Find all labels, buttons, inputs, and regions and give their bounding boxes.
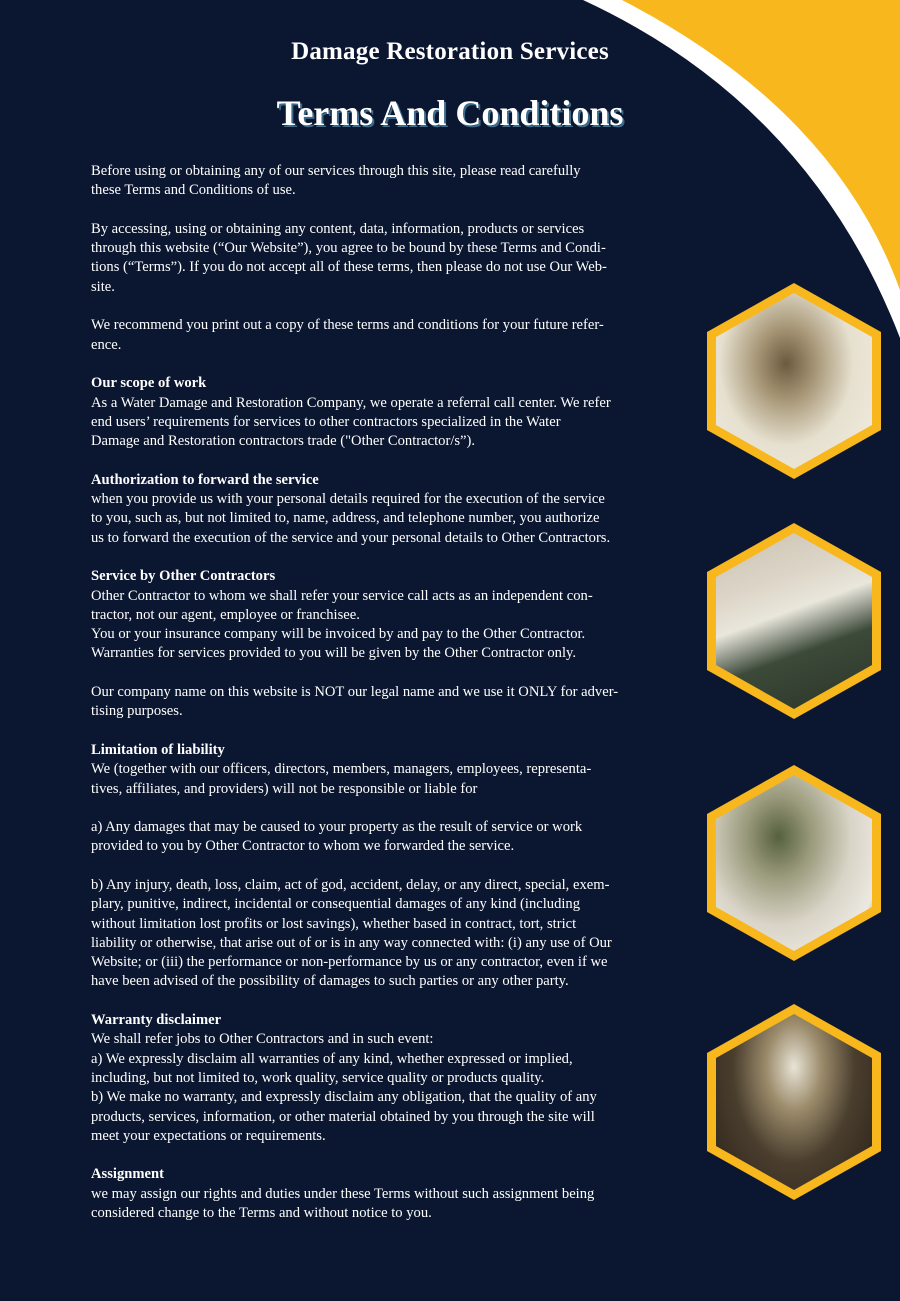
text-line: plary, punitive, indirect, incidental or consequential damages of any kind (including [91, 896, 581, 913]
section-limitation-of-liability [91, 741, 711, 799]
text-line: products, services, information, or other material obtained by you through the site will [91, 1108, 595, 1125]
text-line: end users’ requirements for services to other contractors specialized in the Water [91, 413, 561, 430]
section-heading: Assignment [91, 1166, 164, 1183]
text-line: Our company name on this website is NOT our legal name and we use it ONLY for adver- [91, 684, 619, 701]
section-service-by-other-contractors [91, 567, 711, 663]
text-line: tractor, not our agent, employee or franchisee. [91, 606, 360, 623]
text-line: we may assign our rights and duties under these Terms without such assignment being [91, 1185, 595, 1202]
text-line: to you, such as, but not limited to, name, address, and telephone number, you authorize [91, 510, 600, 527]
text-line: site. [91, 278, 115, 295]
text-line: through this website (“Our Website”), you agree to be bound by these Terms and Condi- [91, 240, 606, 257]
text-line: liability or otherwise, that arise out of or is in any way connected with: (i) any use of Our [91, 934, 612, 951]
site-title: Damage Restoration Services [291, 38, 609, 65]
text-line: We shall refer jobs to Other Contractors and in such event: [91, 1031, 434, 1048]
page-title: Terms And Conditions [276, 93, 624, 133]
terms-content [91, 162, 711, 1243]
text-line: a) We expressly disclaim all warranties of any kind, whether expressed or implied, [91, 1050, 573, 1067]
section-our-scope-of-work [91, 374, 711, 451]
text-line: Damage and Restoration contractors trade ("Other Contractor/s”). [91, 433, 476, 450]
text-line: a) Any damages that may be caused to your property as the result of service or work [91, 819, 583, 836]
text-line: b) Any injury, death, loss, claim, act of god, accident, delay, or any direct, special, exem- [91, 876, 610, 893]
text-line: tives, affiliates, and providers) will not be responsible or liable for [91, 780, 478, 797]
paragraph [91, 220, 711, 297]
section-authorization-to-forward-the-service [91, 471, 711, 548]
text-line: We (together with our officers, directors, members, managers, employees, representa- [91, 761, 592, 778]
text-line: including, but not limited to, work quality, service quality or products quality. [91, 1069, 545, 1086]
paragraph [91, 316, 711, 355]
paragraph [91, 876, 711, 992]
section-heading: Service by Other Contractors [91, 568, 276, 585]
section-heading: Authorization to forward the service [91, 471, 319, 488]
section-warranty-disclaimer [91, 1011, 711, 1146]
text-line: You or your insurance company will be invoiced by and pay to the Other Contractor. [91, 626, 586, 643]
text-line: By accessing, using or obtaining any content, data, information, products or services [91, 220, 585, 237]
text-line: Other Contractor to whom we shall refer your service call acts as an independent con- [91, 587, 593, 604]
text-line: tions (“Terms”). If you do not accept all of these terms, then please do not use Our Web- [91, 259, 607, 276]
text-line: tising purposes. [91, 703, 183, 720]
text-line: considered change to the Terms and without notice to you. [91, 1205, 432, 1222]
text-line: these Terms and Conditions of use. [91, 182, 296, 199]
text-line: Before using or obtaining any of our services through this site, please read carefully [91, 163, 581, 179]
text-line: Website; or (iii) the performance or non-performance by us or any contractor, even if we [91, 954, 608, 971]
text-line: have been advised of the possibility of damages to such parties or any other party. [91, 973, 569, 990]
text-line: Warranties for services provided to you will be given by the Other Contractor only. [91, 645, 577, 662]
text-line: us to forward the execution of the service and your personal details to Other Contractors. [91, 529, 611, 546]
text-line: We recommend you print out a copy of these terms and conditions for your future refer- [91, 317, 604, 334]
text-line: meet your expectations or requirements. [91, 1127, 326, 1144]
section-assignment [91, 1165, 711, 1223]
text-line: b) We make no warranty, and expressly disclaim any obligation, that the quality of any [91, 1089, 597, 1106]
text-line: ence. [91, 336, 122, 353]
paragraph [91, 818, 711, 857]
text-line: without limitation lost profits or lost savings), whether based in contract, tort, strict [91, 915, 577, 932]
text-line: provided to you by Other Contractor to whom we forwarded the service. [91, 838, 515, 855]
section-heading: Our scope of work [91, 375, 207, 392]
section-heading: Limitation of liability [91, 741, 225, 758]
text-line: when you provide us with your personal details required for the execution of the service [91, 491, 605, 508]
section-heading: Warranty disclaimer [91, 1012, 222, 1029]
paragraph [91, 683, 711, 722]
paragraph [91, 162, 711, 201]
text-line: As a Water Damage and Restoration Company, we operate a referral call center. We refer [91, 394, 611, 411]
